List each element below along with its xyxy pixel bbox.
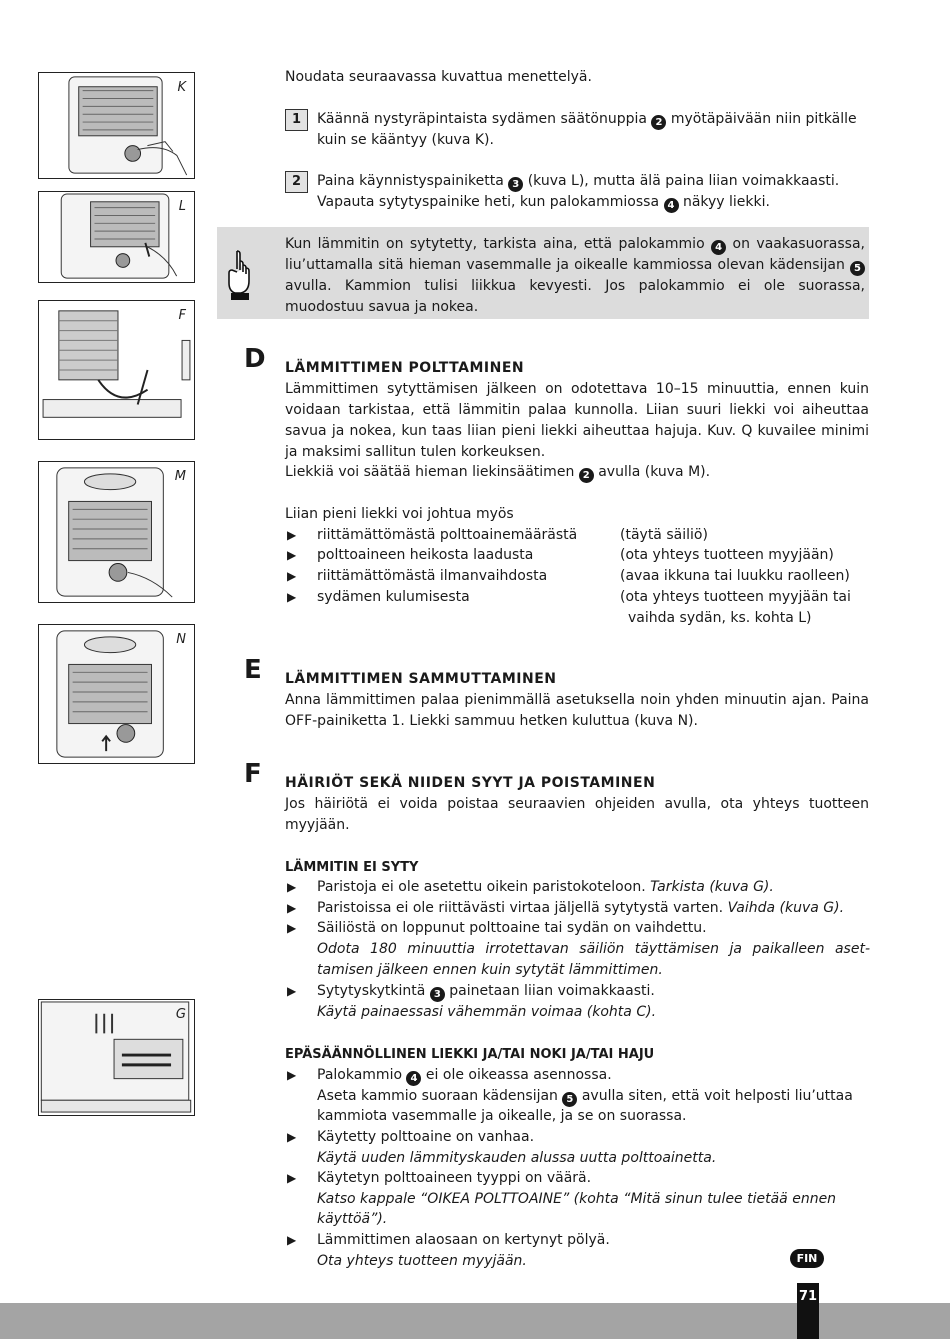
step-number: 1	[285, 109, 308, 131]
page-number: 71	[797, 1283, 819, 1339]
subsection-title: EPÄSÄÄNNÖLLINEN LIEKKI JA/TAI NOKI JA/TAI HAJU	[285, 1047, 655, 1062]
intro-text: Noudata seuraavassa kuvattua menettelyä.	[285, 69, 592, 85]
section-paragraph: Jos häiriötä ei voida poistaa seuraavien ohjeiden avulla, ota yhteys tuotteen myyjään.	[285, 796, 869, 833]
section-paragraph: Anna lämmittimen palaa pienimmällä asetuksella noin yhden minuutin ajan. Paina OFF-painiketta 1. Liekki sammuu hetken kuluttua (kuva N).	[285, 692, 869, 729]
figure-l	[38, 191, 195, 283]
step-number: 2	[285, 171, 308, 193]
heater-flame-adjust-illustration	[39, 462, 194, 602]
bullet-arrow-icon: ▶	[287, 1130, 297, 1144]
bullet-arrow-icon: ▶	[287, 528, 297, 542]
figure-g	[38, 999, 195, 1116]
figure-m	[38, 461, 195, 603]
section-letter: D	[244, 344, 266, 374]
bullet-arrow-icon: ▶	[287, 569, 297, 583]
bullet-arrow-icon: ▶	[287, 1171, 297, 1185]
battery-compartment-illustration	[39, 1000, 194, 1115]
bullet-arrow-icon: ▶	[287, 984, 297, 998]
section-letter: E	[244, 655, 262, 685]
section-paragraph: Liekkiä voi säätää hieman liekinsäätimen 2 avulla (kuva M).	[285, 464, 711, 481]
bullet-arrow-icon: ▶	[287, 1068, 297, 1082]
circle-number-4: 4	[711, 240, 726, 255]
list-item: ▶ sydämen kulumisesta (ota yhteys tuotteen myyjään tai vaihda sydän, ks. kohta L)	[287, 589, 851, 626]
circle-number-3: 3	[508, 177, 523, 192]
figure-label: K	[177, 80, 186, 95]
circle-number-4: 4	[664, 198, 679, 213]
language-badge: FIN	[790, 1249, 824, 1268]
heater-off-illustration	[39, 625, 194, 763]
bullet-arrow-icon: ▶	[287, 590, 297, 604]
figure-k	[38, 72, 195, 179]
figure-label: N	[176, 632, 186, 647]
section-letter: F	[244, 759, 262, 789]
section-title: HÄIRIÖT SEKÄ NIIDEN SYYT JA POISTAMINEN	[285, 775, 656, 791]
section-title: LÄMMITTIMEN SAMMUTTAMINEN	[285, 671, 557, 687]
figure-n	[38, 624, 195, 764]
pointing-hand-icon	[225, 249, 255, 301]
heater-knob-illustration	[39, 73, 194, 178]
bullet-lead: Liian pieni liekki voi johtua myös	[285, 506, 514, 522]
bullet-arrow-icon: ▶	[287, 880, 297, 894]
figure-label: L	[178, 199, 186, 214]
bullet-arrow-icon: ▶	[287, 548, 297, 562]
step-text: Paina käynnistyspainiketta 3 (kuva L), mutta älä paina liian voimakkaasti. Vapauta sytytyspainike heti, kun palokammiossa 4 näkyy liekki.	[317, 173, 840, 211]
circle-number-2: 2	[579, 468, 594, 483]
figure-f	[38, 300, 195, 440]
burner-chamber-illustration	[39, 301, 194, 439]
figure-label: F	[178, 308, 186, 323]
section-title: LÄMMITTIMEN POLTTAMINEN	[285, 360, 525, 376]
subsection-title: LÄMMITIN EI SYTY	[285, 860, 419, 875]
circle-number-4: 4	[406, 1071, 421, 1086]
heater-ignition-illustration	[39, 192, 194, 282]
circle-number-3: 3	[430, 987, 445, 1002]
figure-label: G	[175, 1007, 186, 1022]
circle-number-5: 5	[850, 261, 865, 276]
bullet-arrow-icon: ▶	[287, 1233, 297, 1247]
section-paragraph: Lämmittimen sytyttämisen jälkeen on odotettava 10–15 minuuttia, ennen kuin voidaan tarkistaa, että lämmitin palaa kunnolla. Liian suuri liekki voi aiheuttaa savua ja nokea, kun taas liian pieni liekki aiheuttaa hajuja. Kuv. Q kuvailee minimi ja maksimi sallitun tulen korkeuksen.	[285, 381, 869, 460]
bullet-arrow-icon: ▶	[287, 901, 297, 915]
circle-number-2: 2	[651, 115, 666, 130]
step-text: Käännä nystyräpintaista sydämen säätönuppia 2 myötäpäivään niin pitkälle kuin se kääntyy (kuva K).	[317, 111, 857, 148]
note-text: Kun lämmitin on sytytetty, tarkista aina, että palokammio 4 on vaakasuorassa, liu’uttamalla sitä hieman vasemmalle ja oikealle kammiossa olevan kädensijan 5 avulla. Kammion tulisi liikkua kevyesti. Jos palokammio ei ole suorassa, muodostuu savua ja nokea.	[285, 236, 865, 315]
note-box	[217, 227, 869, 319]
bullet-arrow-icon: ▶	[287, 921, 297, 935]
figure-label: M	[174, 469, 186, 484]
circle-number-5: 5	[562, 1092, 577, 1107]
